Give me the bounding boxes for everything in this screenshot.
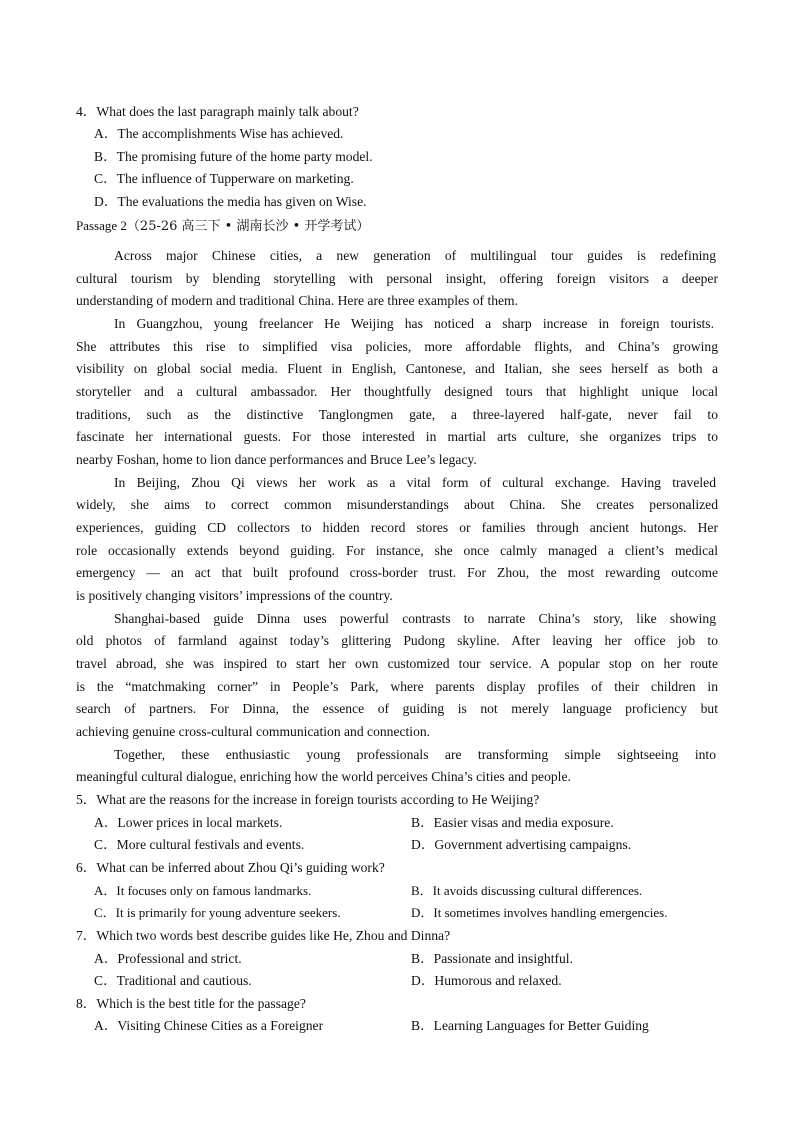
- passage-line: nearby Foshan, home to lion dance performances and Bruce Lee’s legacy.: [76, 452, 477, 467]
- question-7-stem: 7．Which two words best describe guides like He, Zhou and Dinna?: [76, 928, 451, 943]
- passage-line: old photos of farmland against today’s glittering Pudong skyline. After leaving her office job to: [76, 633, 718, 648]
- question-6-option-d: D．It sometimes involves handling emergencies.: [411, 905, 668, 920]
- passage-source: （25-26 高三下 • 湖南长沙 • 开学考试）: [126, 219, 370, 234]
- passage-2-header: [76, 215, 718, 238]
- passage-line: search of partners. For Dinna, the essence of guiding is not merely language proficiency but: [76, 701, 718, 716]
- question-6-option-a: A．It focuses only on famous landmarks.: [94, 883, 312, 898]
- passage-line: fascinate her international guests. For those interested in martial arts culture, she organizes trips to: [76, 429, 718, 444]
- passage-line: experiences, guiding CD collectors to hidden record stores or families through ancient hutongs. Her: [76, 520, 718, 535]
- passage-line: traditions, such as the distinctive Tanglongmen gate, a three-layered half-gate, never fail to: [76, 407, 718, 422]
- passage-line: emergency — an act that built profound cross-border trust. For Zhou, the most rewarding outcome: [76, 565, 718, 580]
- passage-line: travel abroad, she was inspired to start her own customized tour service. A popular stop on her route: [76, 656, 718, 671]
- passage-line: Together, these enthusiastic young professionals are transforming simple sightseeing into: [114, 747, 716, 762]
- passage-line: visibility on global social media. Fluent in English, Cantonese, and Italian, she sees herself as both a: [76, 361, 718, 376]
- question-8-stem: 8．Which is the best title for the passage?: [76, 996, 306, 1011]
- question-8-option-b: B．Learning Languages for Better Guiding: [411, 1018, 649, 1033]
- passage-line: storyteller and a cultural ambassador. Her thoughtfully designed tours that highlight unique local: [76, 384, 718, 399]
- question-5-option-d: D．Government advertising campaigns.: [411, 837, 632, 852]
- question-6-option-b: B．It avoids discussing cultural differences.: [411, 883, 643, 898]
- question-4-option-a: A．The accomplishments Wise has achieved.: [94, 126, 344, 141]
- question-6-option-c: C．It is primarily for young adventure seekers.: [94, 905, 341, 920]
- question-8-option-a: A．Visiting Chinese Cities as a Foreigner: [94, 1018, 324, 1033]
- passage-label: Passage 2: [76, 218, 127, 233]
- passage-line: Across major Chinese cities, a new generation of multilingual tour guides is redefining: [114, 248, 716, 263]
- question-7-option-a: A．Professional and strict.: [94, 951, 242, 966]
- passage-line: meaningful cultural dialogue, enriching how the world perceives China’s cities and people.: [76, 769, 571, 784]
- passage-line: Shanghai-based guide Dinna uses powerful contrasts to narrate China’s story, like showing: [114, 611, 716, 626]
- question-5-option-a: A．Lower prices in local markets.: [94, 815, 283, 830]
- question-5-option-b: B．Easier visas and media exposure.: [411, 815, 614, 830]
- passage-line: In Guangzhou, young freelancer He Weijing has noticed a sharp increase in foreign tourists.: [114, 316, 714, 331]
- passage-line: She attributes this rise to simplified visa policies, more affordable flights, and China’s growing: [76, 339, 718, 354]
- passage-line: role occasionally extends beyond guiding. For instance, she once calmly managed a client’s medical: [76, 543, 718, 558]
- question-7-option-b: B．Passionate and insightful.: [411, 951, 573, 966]
- passage-line: understanding of modern and traditional China. Here are three examples of them.: [76, 293, 519, 308]
- question-4-option-c: C．The influence of Tupperware on marketing.: [94, 171, 354, 186]
- passage-line: achieving genuine cross-cultural communication and connection.: [76, 724, 431, 739]
- question-7-option-c: C．Traditional and cautious.: [94, 973, 252, 988]
- question-6-stem: 6．What can be inferred about Zhou Qi’s guiding work?: [76, 860, 385, 875]
- question-5-stem: 5．What are the reasons for the increase in foreign tourists according to He Weijing?: [76, 792, 540, 807]
- question-4-stem: 4．What does the last paragraph mainly talk about?: [76, 104, 359, 119]
- question-5-option-c: C．More cultural festivals and events.: [94, 837, 305, 852]
- question-4-option-d: D．The evaluations the media has given on Wise.: [94, 194, 367, 209]
- question-7-option-d: D．Humorous and relaxed.: [411, 973, 562, 988]
- passage-line: In Beijing, Zhou Qi views her work as a vital form of cultural exchange. Having traveled: [114, 475, 716, 490]
- passage-line: is the “matchmaking corner” in People’s Park, where parents display profiles of their children in: [76, 679, 718, 694]
- question-4-option-b: B．The promising future of the home party model.: [94, 149, 373, 164]
- passage-line: widely, she aims to correct common misunderstandings about China. She creates personalized: [76, 497, 718, 512]
- passage-line: cultural tourism by blending storytelling with personal insight, offering foreign visitors a deeper: [76, 271, 718, 286]
- passage-line: is positively changing visitors’ impressions of the country.: [76, 588, 393, 603]
